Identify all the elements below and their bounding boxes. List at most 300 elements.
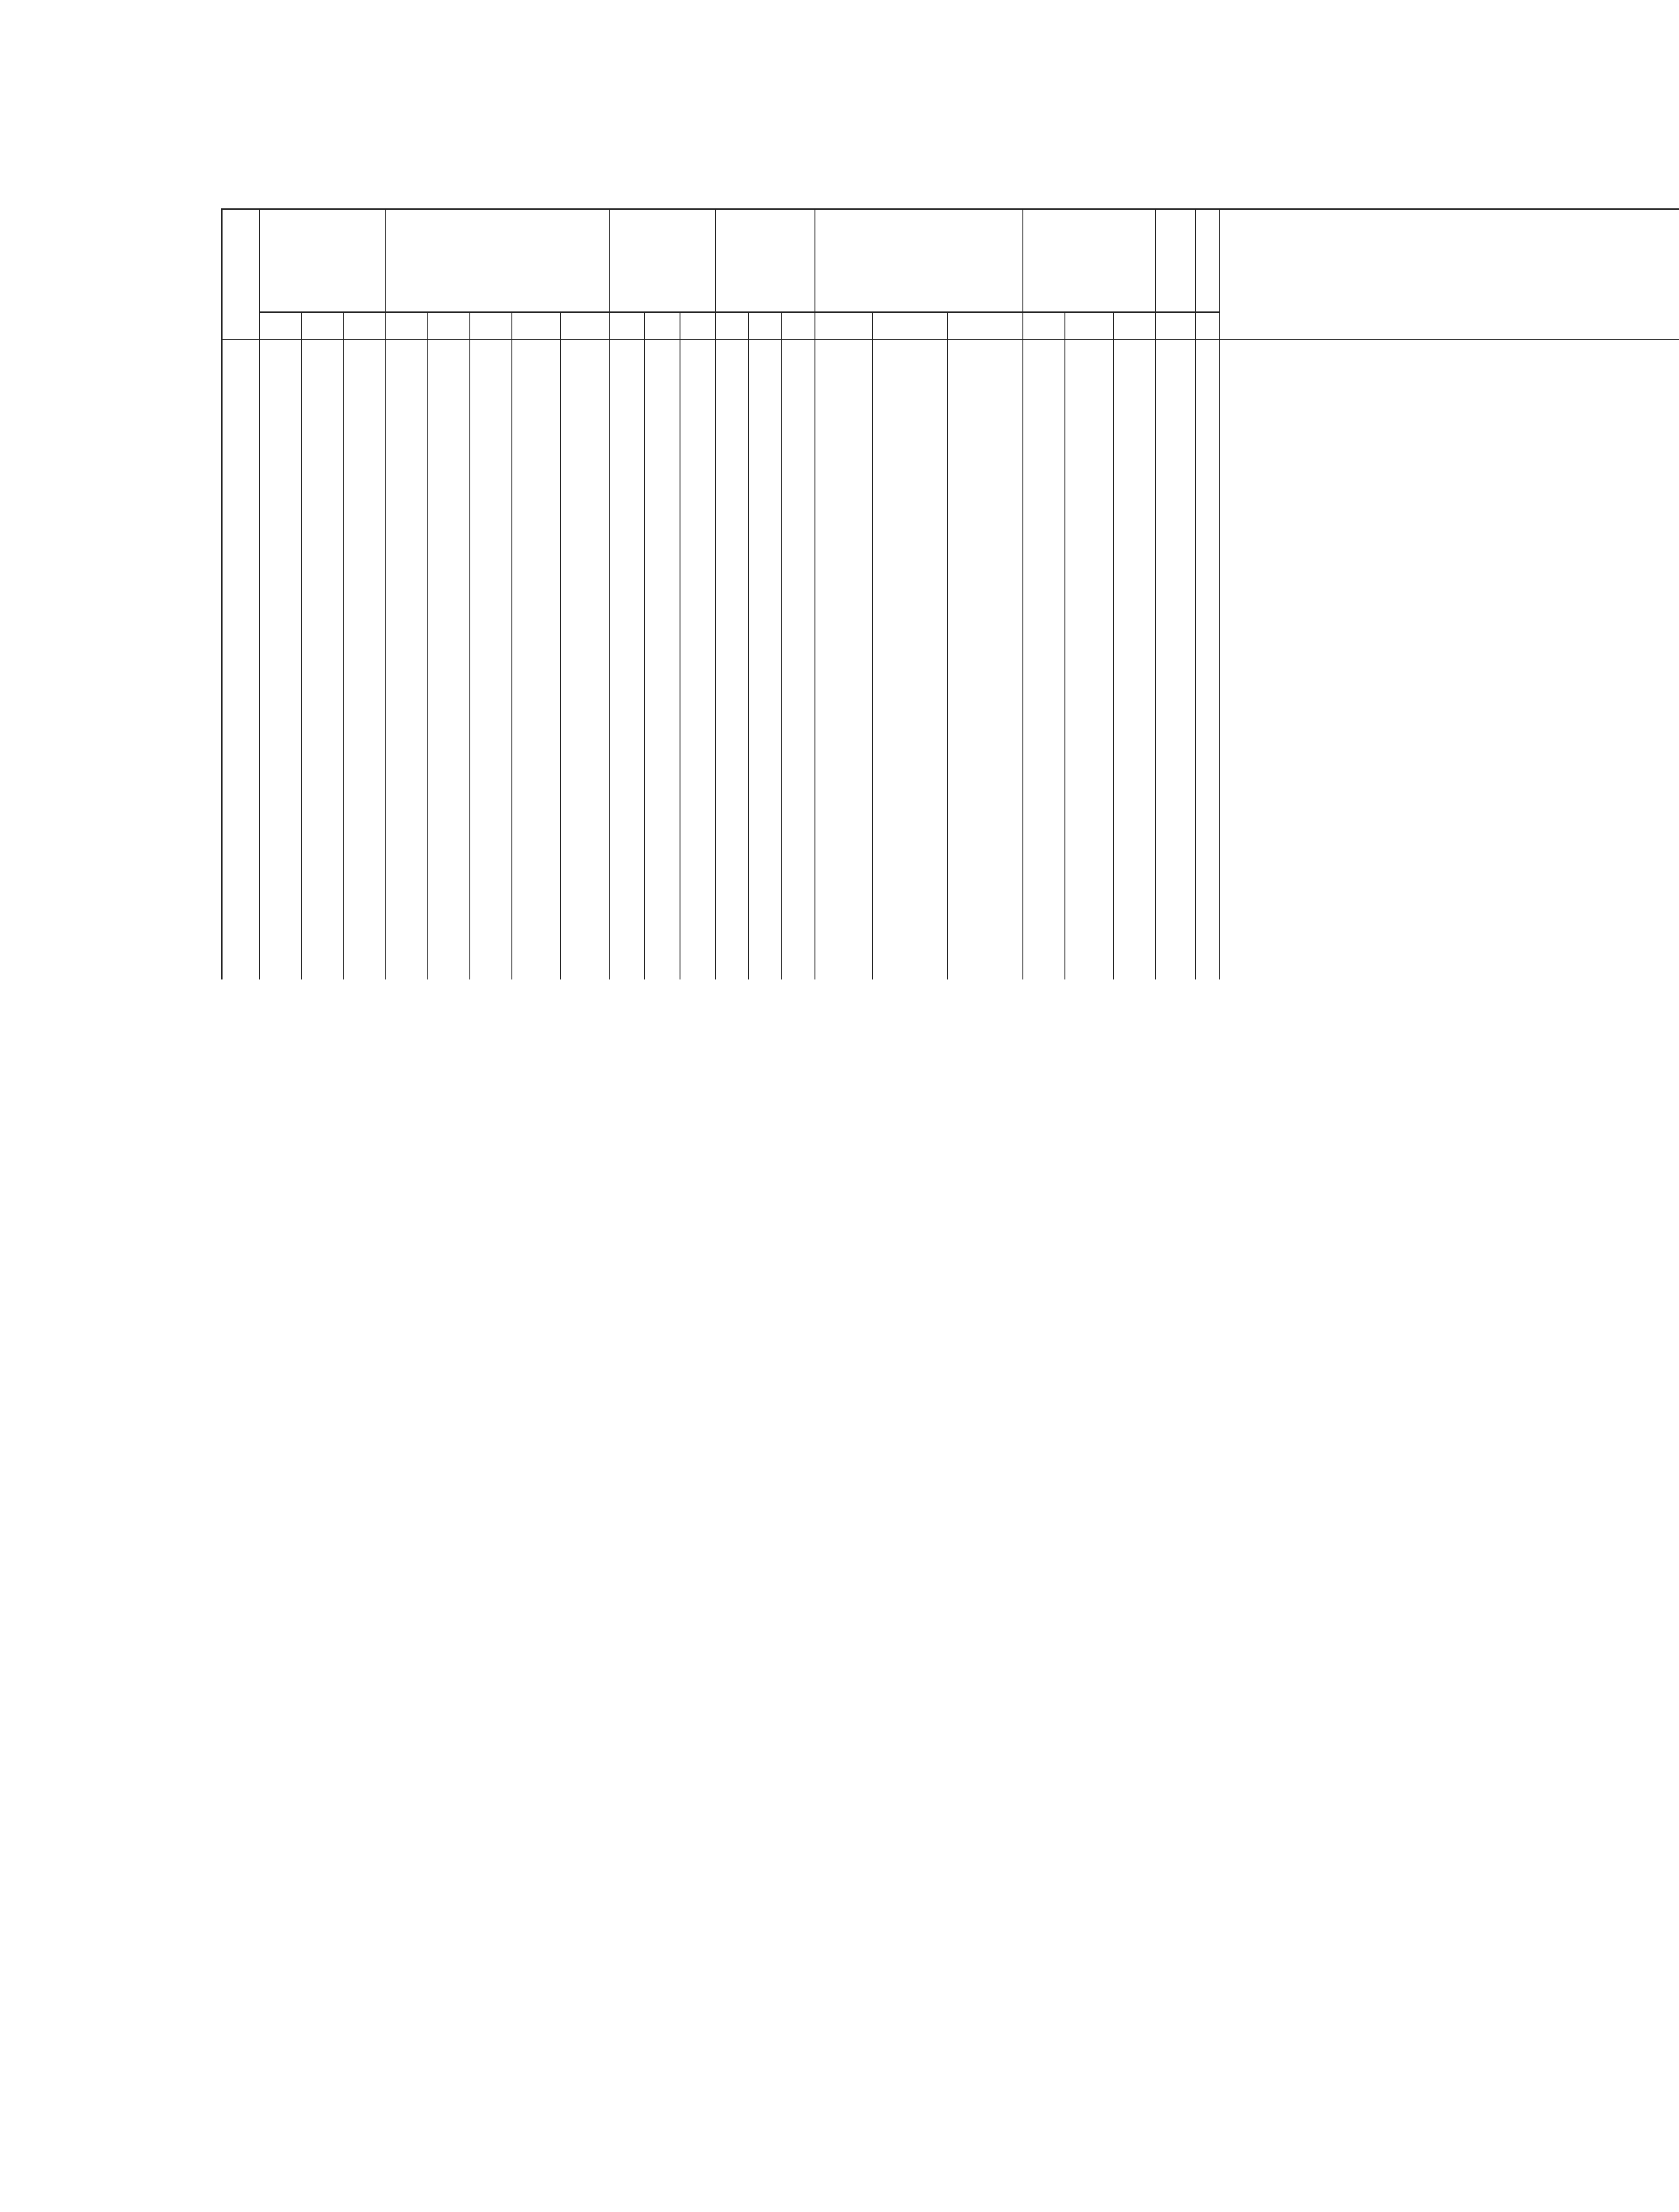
value-cell [470,404,512,423]
remark-cell [1220,832,1679,851]
value-cell [645,934,680,953]
value-cell [561,692,609,711]
value-cell [1065,609,1114,628]
value-cell [470,552,512,571]
value-cell [260,571,302,590]
value-cell [609,832,645,851]
value-cell [680,366,715,385]
value-cell [872,915,948,934]
value-cell [428,385,470,404]
value-cell [302,832,344,851]
table-row [222,813,1679,832]
value-cell [749,934,782,953]
value-cell [302,813,344,832]
value-cell [872,877,948,896]
value-cell [1023,692,1065,711]
value-cell [1156,423,1195,442]
value-cell [1195,832,1220,851]
value-cell [1195,877,1220,896]
value-cell [782,609,815,628]
table-row [222,526,1679,545]
value-cell [428,449,470,469]
value-cell [1065,832,1114,851]
value-cell [948,673,1023,692]
value-cell [1065,488,1114,507]
day-cell [222,915,260,934]
value-cell [512,858,561,877]
value-cell [344,775,386,794]
remark-cell [1220,423,1679,442]
value-cell [609,469,645,488]
value-cell [782,347,815,366]
day-cell [222,934,260,953]
value-cell [1065,692,1114,711]
value-cell [1114,628,1156,647]
value-cell [872,832,948,851]
value-cell [470,832,512,851]
station-parameters [221,1212,1617,1237]
value-cell [680,449,715,469]
day-cell [222,469,260,488]
value-cell [948,858,1023,877]
value-cell [1195,347,1220,366]
value-cell [260,609,302,628]
value-cell [1156,730,1195,749]
value-cell [782,423,815,442]
value-cell [645,858,680,877]
value-cell [1065,711,1114,730]
value-cell [948,775,1023,794]
value-cell [302,628,344,647]
value-cell [872,960,948,979]
remark-cell [1220,858,1679,877]
value-cell [428,813,470,832]
value-cell [1156,507,1195,526]
value-cell [1156,756,1195,775]
value-cell [428,654,470,673]
value-cell [680,960,715,979]
value-cell [428,423,470,442]
value-cell [782,404,815,423]
value-cell [815,628,872,647]
value-cell [645,711,680,730]
value-cell [680,552,715,571]
value-cell [782,858,815,877]
value-cell [872,366,948,385]
value-cell [948,571,1023,590]
value-cell [782,654,815,673]
remark-cell [1220,711,1679,730]
value-cell [428,347,470,366]
value-cell [512,488,561,507]
value-cell [1156,934,1195,953]
value-cell [782,507,815,526]
value-cell [815,571,872,590]
value-cell [680,571,715,590]
value-cell [1065,628,1114,647]
value-cell [1156,347,1195,366]
value-cell [872,488,948,507]
value-cell [561,488,609,507]
value-cell [815,934,872,953]
value-cell [815,673,872,692]
value-cell [782,813,815,832]
value-cell [386,609,428,628]
day-cell [222,366,260,385]
value-cell [1023,915,1065,934]
value-cell [428,960,470,979]
value-cell [948,896,1023,915]
value-cell [302,730,344,749]
value-cell [260,711,302,730]
value-cell [680,590,715,609]
value-cell [1065,730,1114,749]
value-cell [512,552,561,571]
value-cell [749,526,782,545]
value-cell [344,915,386,934]
value-cell [302,896,344,915]
value-cell [1023,858,1065,877]
value-cell [1114,756,1156,775]
value-cell [1114,449,1156,469]
value-cell [302,775,344,794]
remark-cell [1220,385,1679,404]
remark-cell [1220,960,1679,979]
value-cell [1023,469,1065,488]
value-cell [386,858,428,877]
value-cell [561,628,609,647]
remark-cell [1220,896,1679,915]
value-cell [680,526,715,545]
value-cell [561,775,609,794]
value-cell [1023,449,1065,469]
value-cell [344,526,386,545]
value-cell [645,756,680,775]
value-cell [470,673,512,692]
value-cell [386,960,428,979]
value-cell [680,915,715,934]
table-row [222,366,1679,385]
value-cell [749,711,782,730]
value-cell [782,366,815,385]
value-cell [680,858,715,877]
value-cell [260,526,302,545]
value-cell [1023,673,1065,692]
value-cell [1195,960,1220,979]
value-cell [715,347,749,366]
value-cell [512,756,561,775]
value-cell [344,347,386,366]
value-cell [782,673,815,692]
value-cell [815,404,872,423]
day-cell [222,775,260,794]
value-cell [948,385,1023,404]
value-cell [645,609,680,628]
table-row [222,423,1679,442]
value-cell [1114,385,1156,404]
value-cell [260,813,302,832]
value-cell [260,794,302,813]
value-cell [1023,756,1065,775]
value-cell [749,960,782,979]
value-cell [645,628,680,647]
value-cell [872,423,948,442]
value-cell [428,469,470,488]
subheader-t9 [782,312,815,340]
value-cell [872,794,948,813]
value-cell [815,794,872,813]
value-cell [386,711,428,730]
value-cell [344,469,386,488]
subheader-t9 [470,312,512,340]
value-cell [782,934,815,953]
value-cell [948,404,1023,423]
value-cell [749,469,782,488]
value-cell [1156,692,1195,711]
value-cell [872,858,948,877]
value-cell [645,673,680,692]
value-cell [512,960,561,979]
remark-cell [1220,654,1679,673]
value-cell [609,877,645,896]
value-cell [815,756,872,775]
value-cell [645,469,680,488]
remark-cell [1220,813,1679,832]
value-cell [948,507,1023,526]
value-cell [512,571,561,590]
value-cell [815,423,872,442]
value-cell [512,654,561,673]
value-cell [1156,590,1195,609]
value-cell [561,552,609,571]
value-cell [470,385,512,404]
value-cell [1065,794,1114,813]
value-cell [260,896,302,915]
value-cell [782,692,815,711]
value-cell [609,775,645,794]
value-cell [815,507,872,526]
value-cell [948,934,1023,953]
value-cell [470,775,512,794]
value-cell [1114,775,1156,794]
value-cell [715,628,749,647]
remark-cell [1220,449,1679,469]
value-cell [645,488,680,507]
value-cell [1156,449,1195,469]
value-cell [645,692,680,711]
header-wind [815,209,1023,312]
value-cell [782,711,815,730]
value-cell [782,552,815,571]
value-cell [386,385,428,404]
value-cell [561,404,609,423]
value-cell [680,877,715,896]
value-cell [302,552,344,571]
value-cell [749,775,782,794]
value-cell [561,813,609,832]
value-cell [344,654,386,673]
day-cell [222,423,260,442]
value-cell [1023,960,1065,979]
value-cell [561,960,609,979]
value-cell [470,526,512,545]
value-cell [782,915,815,934]
value-cell [512,877,561,896]
value-cell [715,877,749,896]
value-cell [1195,813,1220,832]
value-cell [715,385,749,404]
subheader-t9 [680,312,715,340]
value-cell [680,423,715,442]
value-cell [609,756,645,775]
value-cell [872,711,948,730]
table-row [222,404,1679,423]
value-cell [1156,896,1195,915]
value-cell [344,692,386,711]
value-cell [1156,711,1195,730]
value-cell [645,449,680,469]
value-cell [815,730,872,749]
value-cell [470,730,512,749]
subheader-t2 [428,312,470,340]
value-cell [344,366,386,385]
value-cell [609,590,645,609]
value-cell [680,794,715,813]
value-cell [715,813,749,832]
value-cell [1065,469,1114,488]
value-cell [609,628,645,647]
value-cell [260,775,302,794]
value-cell [645,385,680,404]
value-cell [512,775,561,794]
table-row [222,654,1679,673]
value-cell [680,673,715,692]
value-cell [1195,654,1220,673]
value-cell [260,654,302,673]
value-cell [680,654,715,673]
value-cell [749,877,782,896]
value-cell [512,794,561,813]
value-cell [815,449,872,469]
subheader-t9 [1114,312,1156,340]
value-cell [470,507,512,526]
value-cell [680,609,715,628]
value-cell [512,609,561,628]
value-cell [1114,507,1156,526]
value-cell [1065,571,1114,590]
value-cell [260,488,302,507]
value-cell [715,794,749,813]
value-cell [428,673,470,692]
subheader-t2 [1065,312,1114,340]
value-cell [470,756,512,775]
value-cell [344,832,386,851]
value-cell [302,711,344,730]
value-cell [386,934,428,953]
subheader-t2 [872,312,948,340]
value-cell [749,813,782,832]
value-cell [1114,423,1156,442]
value-cell [470,711,512,730]
value-cell [948,423,1023,442]
value-cell [872,673,948,692]
value-cell [1065,960,1114,979]
value-cell [344,385,386,404]
value-cell [609,794,645,813]
value-cell [948,692,1023,711]
value-cell [1023,896,1065,915]
value-cell [470,628,512,647]
day-cell [222,552,260,571]
value-cell [470,960,512,979]
value-cell [749,794,782,813]
value-cell [1195,385,1220,404]
value-cell [428,507,470,526]
remark-cell [1220,673,1679,692]
value-cell [561,609,609,628]
subheader-t2 [749,312,782,340]
table-row [222,552,1679,571]
value-cell [872,449,948,469]
day-cell [222,488,260,507]
value-cell [344,711,386,730]
value-cell [260,347,302,366]
value-cell [715,571,749,590]
value-cell [1023,609,1065,628]
value-cell [1195,711,1220,730]
value-cell [344,552,386,571]
value-cell [715,915,749,934]
remark-cell [1220,915,1679,934]
value-cell [609,960,645,979]
value-cell [815,711,872,730]
value-cell [609,673,645,692]
value-cell [1023,366,1065,385]
value-cell [260,385,302,404]
table-row [222,756,1679,775]
value-cell [561,526,609,545]
value-cell [815,469,872,488]
value-cell [1156,385,1195,404]
value-cell [948,552,1023,571]
value-cell [561,711,609,730]
value-cell [645,794,680,813]
value-cell [715,756,749,775]
subheader-t7 [1023,312,1065,340]
value-cell [782,756,815,775]
value-cell [428,488,470,507]
value-cell [609,654,645,673]
value-cell [1023,347,1065,366]
value-cell [715,404,749,423]
value-cell [609,609,645,628]
value-cell [872,654,948,673]
value-cell [680,730,715,749]
value-cell [512,469,561,488]
value-cell [1065,423,1114,442]
value-cell [680,347,715,366]
value-cell [260,366,302,385]
value-cell [302,507,344,526]
value-cell [512,711,561,730]
remark-cell [1220,590,1679,609]
value-cell [512,385,561,404]
value-cell [645,507,680,526]
day-cell [222,571,260,590]
subheader-max [512,312,561,340]
value-cell [302,692,344,711]
value-cell [872,526,948,545]
